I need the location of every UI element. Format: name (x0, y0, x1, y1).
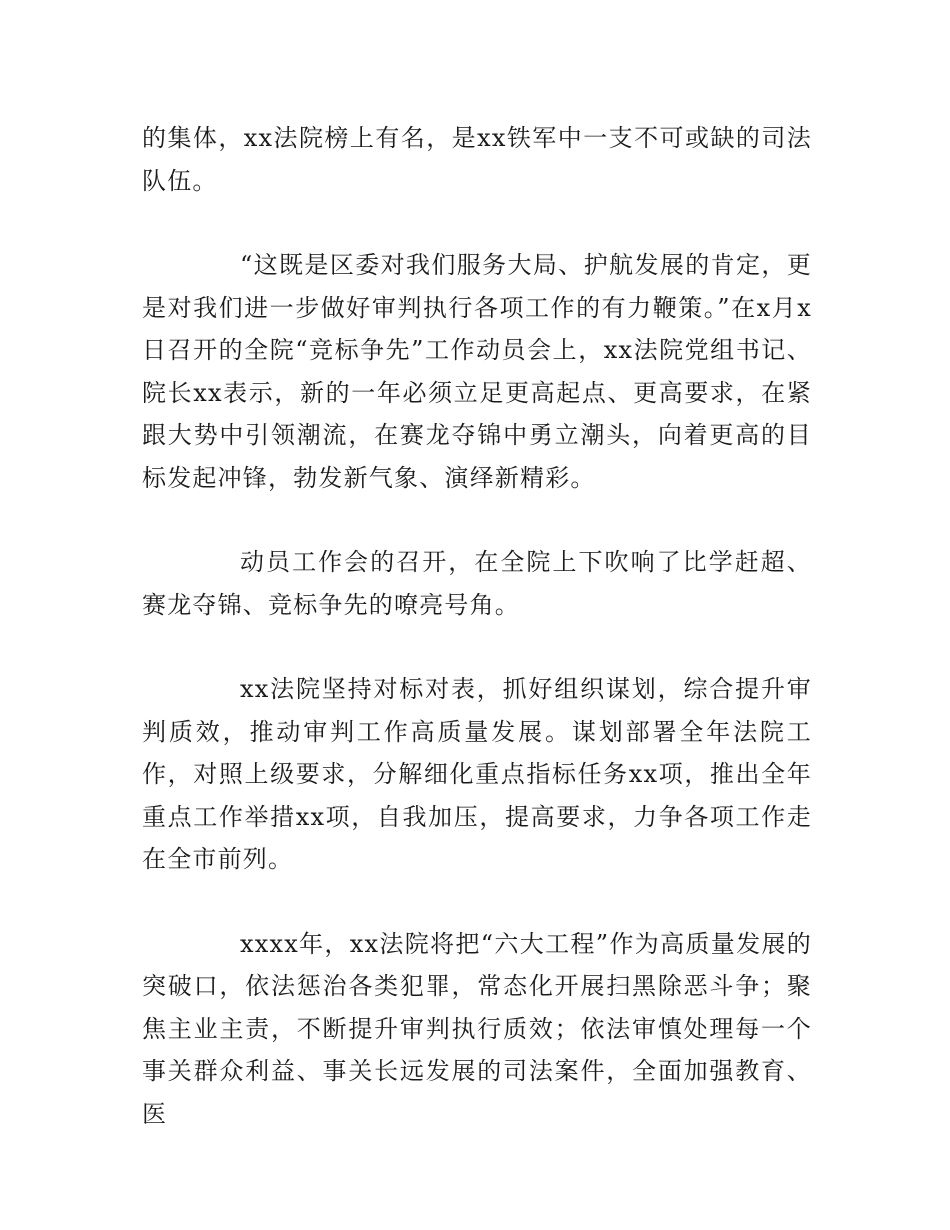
document-body (142, 117, 812, 1177)
paragraph-2: “这既是区委对我们服务大局、护航发展的肯定，更是对我们进一步做好审判执行各项工作的有力鞭策。”在x月x日召开的全院“竞标争先”工作动员会上，xx法院党组书记、院长xx表示，新的一年必须立足更高起点、更高要求，在紧跟大势中引领潮流，在赛龙夺锦中勇立潮头，向着更高的目标发起冲锋，勃发新气象、演绎新精彩。 (142, 251, 812, 492)
paragraph-1: 的集体，xx法院榜上有名，是xx铁军中一支不可或缺的司法队伍。 (142, 124, 812, 195)
paragraph-3: 动员工作会的召开，在全院上下吹响了比学赶超、赛龙夺锦、竞标争先的嘹亮号角。 (142, 548, 812, 619)
paragraph-4: xx法院坚持对标对表，抓好组织谋划，综合提升审判质效，推动审判工作高质量发展。谋划部署全年法院工作，对照上级要求，分解细化重点指标任务xx项，推出全年重点工作举措xx项，自我加压，提高要求，力争各项工作走在全市前列。 (142, 675, 812, 873)
paragraph-5: xxxx年，xx法院将把“六大工程”作为高质量发展的突破口，依法惩治各类犯罪，常态化开展扫黑除恶斗争；聚焦主业主责，不断提升审判执行质效；依法审慎处理每一个事关群众利益、事关长远发展的司法案件，全面加强教育、医 (142, 929, 812, 1128)
